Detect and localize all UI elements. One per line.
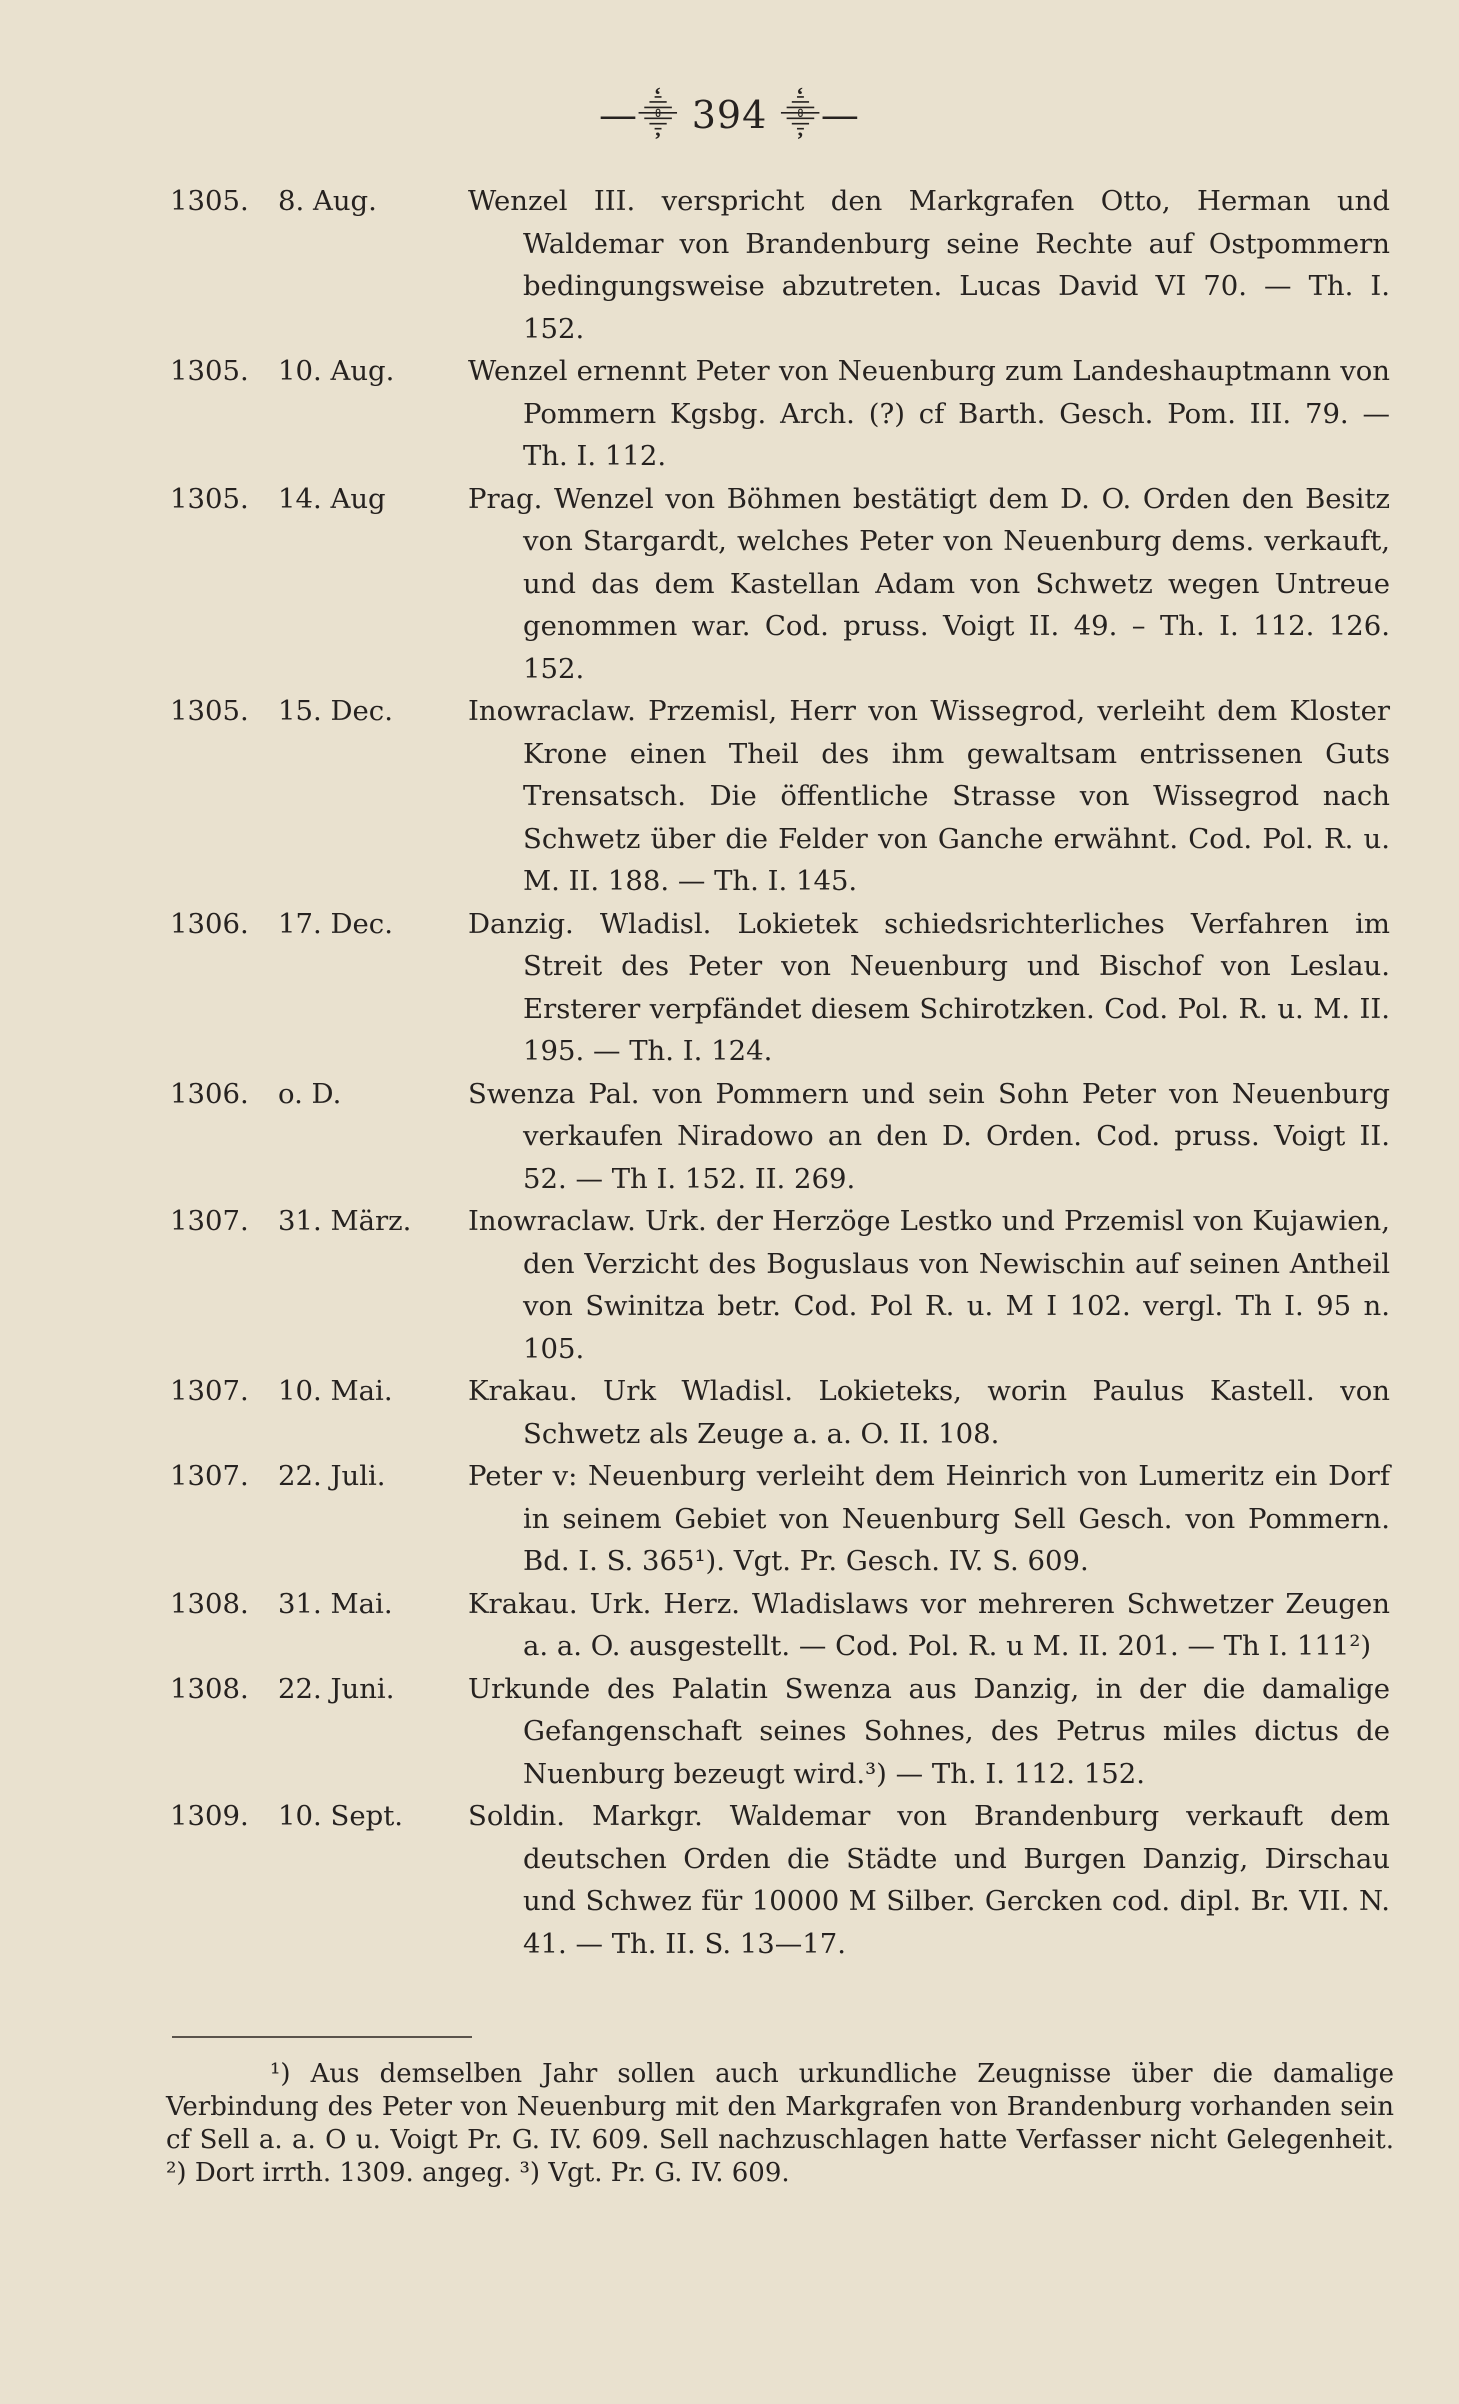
chronology-entry bbox=[170, 350, 1390, 478]
chronology-entry bbox=[170, 1073, 1390, 1201]
entry-text: Prag. Wenzel von Böhmen bestätigt dem D. O. Orden den Besitz von Stargardt, welches Peter von Neuenburg dems. verkauft, und das dem Kastellan Adam von Schwetz wegen Untreue genommen war. Cod. pruss. Voigt II. 49. – Th. I. 112. 126. 152. bbox=[468, 482, 1390, 685]
chronology-entry bbox=[170, 1370, 1390, 1455]
chronology-entry bbox=[170, 690, 1390, 903]
entry-year: 1307. bbox=[170, 1205, 249, 1237]
footnotes: ¹) Aus demselben Jahr sollen auch urkundliche Zeugnisse über die damalige Verbindung des Peter von Neuenburg mit den Markgrafen von Brandenburg vorhanden sein cf Sell a. a. O u. Voigt Pr. G. IV. 609. Sell nachzuschlagen hatte Verfasser nicht Gelegenheit. ²) Dort irrth. 1309. angeg. ³) Vgt. Pr. G. IV. 609. bbox=[166, 2059, 1394, 2188]
footnote-divider bbox=[172, 2036, 472, 2038]
entry-date: 10. Mai. bbox=[278, 1375, 393, 1407]
entry-date: 17. Dec. bbox=[278, 907, 393, 940]
chronology-entry bbox=[170, 180, 1390, 350]
entry-date: 22. Juni. bbox=[278, 1672, 395, 1705]
chronology-entry bbox=[170, 1200, 1390, 1370]
entry-date: 31. März. bbox=[278, 1205, 412, 1237]
entry-date: 31. Mai. bbox=[278, 1587, 393, 1620]
entry-year: 1305. bbox=[170, 482, 249, 515]
chronology-entry bbox=[170, 903, 1390, 1073]
entry-date: 10. Aug. bbox=[278, 355, 395, 387]
entry-year: 1306. bbox=[170, 907, 249, 940]
entry-text: Krakau. Urk Wladisl. Lokieteks, worin Paulus Kastell. von Schwetz als Zeuge a. a. O. II. 108. bbox=[468, 1375, 1390, 1450]
entry-year: 1308. bbox=[170, 1672, 249, 1705]
entry-date: 8. Aug. bbox=[278, 185, 377, 217]
entry-date: 22. Juli. bbox=[278, 1460, 386, 1492]
entry-year: 1305. bbox=[170, 695, 249, 727]
entry-text: Peter v: Neuenburg verleiht dem Heinrich von Lumeritz ein Dorf in seinem Gebiet von Neuenburg Sell Gesch. von Pommern. Bd. I. S. 365¹). Vgt. Pr. Gesch. IV. S. 609. bbox=[468, 1460, 1390, 1577]
page-number-header: —⸎ 394 ⸎— bbox=[599, 93, 860, 137]
entry-date: 15. Dec. bbox=[278, 695, 393, 727]
entry-text: Inowraclaw. Urk. der Herzöge Lestko und Przemisl von Kujawien, den Verzicht des Boguslaus von Newischin auf seinen Antheil von Swinitza betr. Cod. Pol R. u. M I 102. vergl. Th I. 95 n. 105. bbox=[468, 1205, 1390, 1365]
chronology-entry bbox=[170, 1455, 1390, 1583]
entry-date: 14. Aug bbox=[278, 482, 386, 515]
entry-text: Inowraclaw. Przemisl, Herr von Wissegrod, verleiht dem Kloster Krone einen Theil des ihm gewaltsam entrissenen Guts Trensatsch. Die öffentliche Strasse von Wissegrod nach Schwetz über die Felder von Ganche erwähnt. Cod. Pol. R. u. M. II. 188. — Th. I. 145. bbox=[468, 695, 1390, 897]
entry-text: Soldin. Markgr. Waldemar von Brandenburg verkauft dem deutschen Orden die Städte und Burgen Danzig, Dirschau und Schwez für 10000 M Silber. Gercken cod. dipl. Br. VII. N. 41. — Th. II. S. 13—17. bbox=[468, 1800, 1390, 1960]
entry-text: Danzig. Wladisl. Lokietek schiedsrichterliches Verfahren im Streit des Peter von Neuenburg und Bischof von Leslau. Ersterer verpfändet diesem Schirotzken. Cod. Pol. R. u. M. II. 195. — Th. I. 124. bbox=[468, 907, 1390, 1067]
entry-text: Swenza Pal. von Pommern und sein Sohn Peter von Neuenburg verkaufen Niradowo an den D. Orden. Cod. pruss. Voigt II. 52. — Th I. 152. II. 269. bbox=[468, 1077, 1390, 1195]
entry-year: 1309. bbox=[170, 1800, 249, 1832]
chronology-entry bbox=[170, 1795, 1390, 1965]
entry-text: Urkunde des Palatin Swenza aus Danzig, in der die damalige Gefangenschaft seines Sohnes, des Petrus miles dictus de Nuenburg bezeugt wird.³) — Th. I. 112. 152. bbox=[468, 1672, 1390, 1790]
chronology-entry bbox=[170, 1668, 1390, 1796]
entry-year: 1307. bbox=[170, 1460, 249, 1492]
entry-year: 1308. bbox=[170, 1587, 249, 1620]
entry-date: o. D. bbox=[278, 1077, 342, 1110]
entry-text: Wenzel ernennt Peter von Neuenburg zum Landeshauptmann von Pommern Kgsbg. Arch. (?) cf Barth. Gesch. Pom. III. 79. — Th. I. 112. bbox=[468, 355, 1390, 472]
chronology-entry bbox=[170, 478, 1390, 691]
chronology-entry bbox=[170, 1583, 1390, 1668]
entry-year: 1305. bbox=[170, 355, 249, 387]
entry-year: 1305. bbox=[170, 185, 249, 217]
entry-date: 10. Sept. bbox=[278, 1800, 403, 1832]
entry-text: Wenzel III. verspricht den Markgrafen Otto, Herman und Waldemar von Brandenburg seine Rechte auf Ostpommern bedingungsweise abzutreten. Lucas David VI 70. — Th. I. 152. bbox=[468, 185, 1390, 345]
entry-year: 1306. bbox=[170, 1077, 249, 1110]
entry-year: 1307. bbox=[170, 1375, 249, 1407]
entry-text: Krakau. Urk. Herz. Wladislaws vor mehreren Schwetzer Zeugen a. a. O. ausgestellt. — Cod. Pol. R. u M. II. 201. — Th I. 111²) bbox=[468, 1587, 1390, 1662]
chronology-list bbox=[170, 180, 1390, 1965]
